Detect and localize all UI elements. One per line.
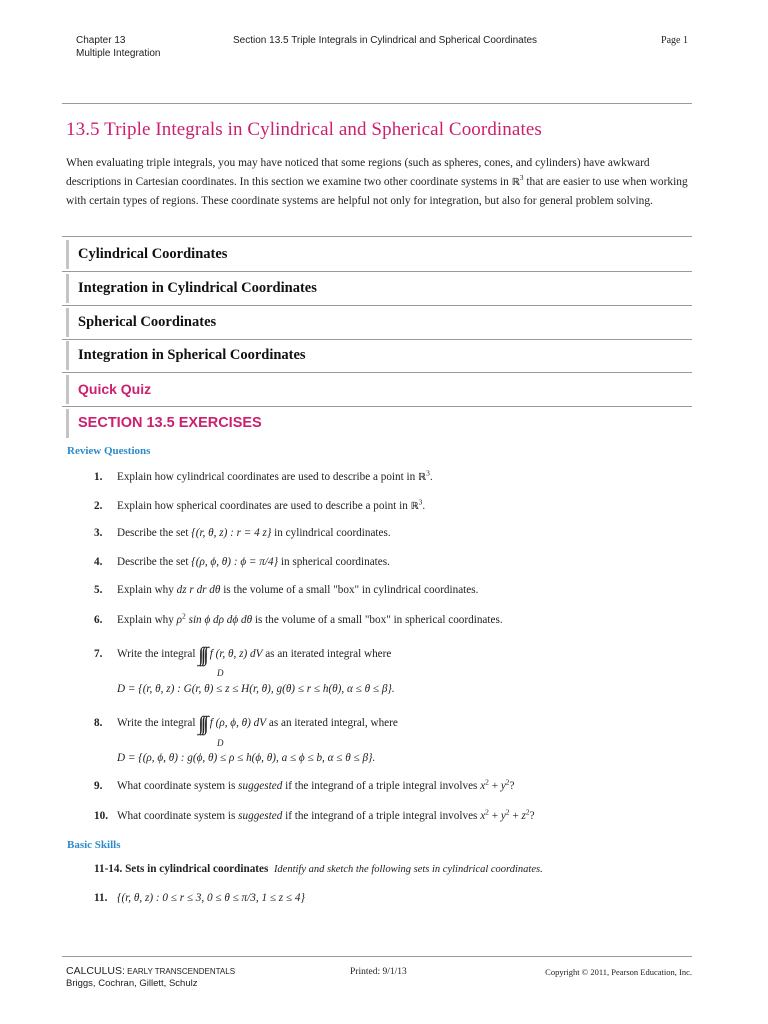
quick-quiz-link[interactable] bbox=[66, 375, 695, 404]
question-text: Write the integral bbox=[117, 648, 199, 660]
exercise-group-title: 11-14. Sets in cylindrical coordinates bbox=[94, 863, 269, 875]
question-text: as an iterated integral where bbox=[262, 648, 392, 660]
question-number: 1. bbox=[94, 471, 103, 483]
question-text: Explain why bbox=[117, 614, 177, 626]
book-brand: CALCULUS: bbox=[66, 965, 125, 977]
question-text: in spherical coordinates. bbox=[278, 556, 390, 568]
section-label: Spherical Coordinates bbox=[78, 314, 217, 330]
chapter-number: Chapter 13 bbox=[76, 35, 126, 46]
exponent: 2 bbox=[525, 807, 530, 817]
exponent: 3 bbox=[426, 468, 430, 478]
question-text: ? bbox=[529, 810, 535, 822]
section-integration-cylindrical[interactable] bbox=[66, 274, 695, 303]
divider bbox=[62, 406, 692, 407]
divider bbox=[62, 339, 692, 340]
page-title: 13.5 Triple Integrals in Cylindrical and Spherical Coordinates bbox=[66, 119, 542, 140]
set-expression: {(ρ, ϕ, θ) : ϕ = π/4} bbox=[191, 556, 279, 568]
question-text: Describe the set bbox=[117, 556, 192, 568]
question-text: in cylindrical coordinates. bbox=[271, 527, 391, 539]
variable: y bbox=[500, 780, 506, 792]
integrand: f (r, θ, z) dV bbox=[209, 648, 263, 660]
divider bbox=[62, 372, 692, 373]
exponent: 2 bbox=[182, 611, 186, 621]
question-3 bbox=[94, 527, 391, 539]
question-9 bbox=[94, 777, 515, 792]
question-text: Write the integral bbox=[117, 717, 199, 729]
exponent: 2 bbox=[505, 807, 510, 817]
question-number: 8. bbox=[94, 717, 103, 729]
question-1 bbox=[94, 468, 433, 483]
exercises-label: SECTION 13.5 EXERCISES bbox=[78, 415, 262, 431]
emphasis: suggested bbox=[238, 780, 283, 792]
section-label: Cylindrical Coordinates bbox=[78, 246, 228, 262]
divider bbox=[62, 271, 692, 272]
variable: z bbox=[521, 810, 526, 822]
question-10 bbox=[94, 807, 535, 822]
quick-quiz-label: Quick Quiz bbox=[78, 381, 152, 397]
intro-text-1: When evaluating triple integrals, you may have noticed that some regions (such as spheres, cones, and cylinders) have awkward descriptions in Cartesian coordinates. In this section we examine two other coordinate systems in bbox=[66, 157, 650, 188]
reals-symbol: ℝ bbox=[418, 472, 427, 483]
exercise-instructions: Identify and sketch the following sets in cylindrical coordinates. bbox=[273, 864, 543, 875]
intro-paragraph bbox=[66, 154, 694, 211]
question-text: ? bbox=[509, 780, 515, 792]
question-number: 6. bbox=[94, 614, 103, 626]
variable: y bbox=[500, 810, 506, 822]
set-expression: {(r, θ, z) : 0 ≤ r ≤ 3, 0 ≤ θ ≤ π/3, 1 ≤ z ≤ 4} bbox=[117, 892, 305, 904]
question-text: is the volume of a small "box" in spherical coordinates. bbox=[252, 614, 503, 626]
exercise-group-11-14 bbox=[94, 863, 543, 875]
question-6 bbox=[94, 611, 503, 626]
question-text: Explain why bbox=[117, 584, 177, 596]
question-2 bbox=[94, 497, 426, 512]
question-8 bbox=[94, 713, 398, 736]
reals-symbol: ℝ bbox=[511, 177, 520, 188]
section-label: Integration in Spherical Coordinates bbox=[78, 347, 306, 363]
basic-skills-heading: Basic Skills bbox=[67, 839, 121, 851]
question-4 bbox=[94, 556, 390, 568]
question-number: 11. bbox=[94, 892, 108, 904]
question-text: if the integrand of a triple integral involves bbox=[282, 780, 481, 792]
divider bbox=[62, 236, 692, 237]
reals-symbol: ℝ bbox=[410, 501, 419, 512]
emphasis: suggested bbox=[238, 810, 283, 822]
question-text: is the volume of a small "box" in cylindrical coordinates. bbox=[220, 584, 479, 596]
question-number: 10. bbox=[94, 810, 108, 822]
question-text: Describe the set bbox=[117, 527, 192, 539]
intro-text-2: that are easier to use when working with certain types of regions. These coordinate systems are helpful not only for integration, but also for general problem solving. bbox=[66, 176, 688, 207]
copyright: Copyright © 2011, Pearson Education, Inc. bbox=[545, 967, 692, 977]
question-number: 5. bbox=[94, 584, 103, 596]
variable: x bbox=[480, 810, 486, 822]
integrand: f (ρ, ϕ, θ) dV bbox=[209, 717, 267, 729]
operator: + bbox=[509, 810, 522, 822]
chapter-label bbox=[76, 34, 161, 60]
operator: + bbox=[488, 810, 501, 822]
question-11 bbox=[94, 892, 305, 904]
section-cylindrical-coordinates[interactable] bbox=[66, 240, 695, 269]
math-expression: sin ϕ dρ dϕ dθ bbox=[188, 614, 253, 626]
book-authors: Briggs, Cochran, Gillett, Schulz bbox=[66, 978, 198, 989]
question-number: 3. bbox=[94, 527, 103, 539]
footer-book bbox=[66, 965, 235, 990]
exponent: 2 bbox=[485, 807, 489, 817]
exponent: 2 bbox=[505, 777, 510, 787]
question-text: . bbox=[429, 471, 433, 483]
math-expression: dz r dr dθ bbox=[176, 584, 221, 596]
variable: x bbox=[480, 780, 486, 792]
divider bbox=[62, 305, 692, 306]
book-subtitle: EARLY TRANSCENDENTALS bbox=[124, 967, 236, 976]
region-definition: D = {(r, θ, z) : G(r, θ) ≤ z ≤ H(r, θ), g(θ) ≤ r ≤ h(θ), α ≤ θ ≤ β}. bbox=[117, 683, 395, 695]
question-text: . bbox=[422, 500, 426, 512]
question-7 bbox=[94, 644, 391, 667]
printed-date: Printed: 9/1/13 bbox=[350, 967, 407, 977]
question-number: 2. bbox=[94, 500, 103, 512]
question-number: 9. bbox=[94, 780, 103, 792]
review-questions-heading: Review Questions bbox=[67, 445, 151, 457]
math-expression: ρ bbox=[176, 614, 183, 626]
region-definition: D = {(ρ, ϕ, θ) : g(ϕ, θ) ≤ ρ ≤ h(ϕ, θ), a ≤ ϕ ≤ b, α ≤ θ ≤ β}. bbox=[117, 752, 376, 764]
question-text: as an iterated integral, where bbox=[266, 717, 398, 729]
exponent: 3 bbox=[519, 173, 524, 183]
section-spherical-coordinates[interactable] bbox=[66, 308, 695, 337]
question-number: 4. bbox=[94, 556, 103, 568]
set-expression: {(r, θ, z) : r = 4 z} bbox=[191, 527, 272, 539]
footer-rule bbox=[62, 956, 692, 957]
question-text: if the integrand of a triple integral involves bbox=[282, 810, 481, 822]
question-text: Explain how spherical coordinates are used to describe a point in bbox=[117, 500, 411, 512]
triple-integral-symbol: ∫∫∫ bbox=[198, 644, 206, 666]
triple-integral-symbol: ∫∫∫ bbox=[198, 713, 206, 735]
integral-domain-label: D bbox=[217, 738, 224, 748]
question-5 bbox=[94, 584, 478, 596]
chapter-title: Multiple Integration bbox=[76, 48, 161, 59]
page-number: Page 1 bbox=[661, 35, 688, 46]
exercises-heading[interactable] bbox=[66, 409, 695, 438]
exponent: 2 bbox=[485, 777, 489, 787]
running-header: Section 13.5 Triple Integrals in Cylindrical and Spherical Coordinates bbox=[233, 35, 538, 46]
exponent: 3 bbox=[418, 497, 423, 507]
section-integration-spherical[interactable] bbox=[66, 341, 695, 370]
operator: + bbox=[488, 780, 501, 792]
question-text: Explain how cylindrical coordinates are used to describe a point in bbox=[117, 471, 419, 483]
question-text: What coordinate system is bbox=[117, 810, 239, 822]
question-text: What coordinate system is bbox=[117, 780, 239, 792]
header-rule bbox=[62, 103, 692, 104]
section-label: Integration in Cylindrical Coordinates bbox=[78, 280, 317, 296]
question-number: 7. bbox=[94, 648, 103, 660]
integral-domain-label: D bbox=[217, 668, 224, 678]
